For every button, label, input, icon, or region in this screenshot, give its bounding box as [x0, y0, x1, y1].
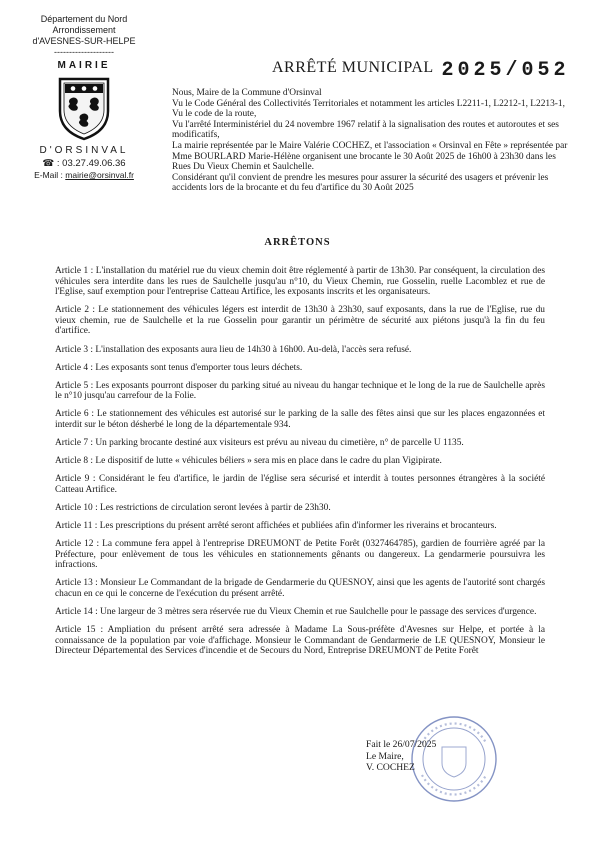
- arrete-number: 2025/052: [441, 59, 570, 82]
- mairie-label: MAIRIE: [57, 60, 111, 71]
- article-8: Article 8 : Le dispositif de lutte « véhicules béliers » sera mis en place dans le cadre du plan Vigipirate.: [55, 456, 442, 467]
- article-5: Article 5 : Les exposants pourront disposer du parking situé au niveau du hangar technique et le long de la rue de Saulchelle après le n°10 jusqu'au carrefour de la Folie.: [55, 380, 545, 402]
- preamble-line: Nous, Maire de la Commune d'Orsinval: [172, 88, 322, 98]
- article-2: Article 2 : Le stationnement des véhicules légers est interdit de 13h30 à 23h30, sauf exposants, dans la rue de l'Eglise, rue du vieux chemin, rue de Saulchelle et la rue Gosselin pour garantir un périmètre de sécurité aux piétons jusqu'à la fin du feu d'artifice.: [55, 305, 545, 337]
- preamble-line: La mairie représentée par le Maire Valérie COCHEZ, et l'association « Orsinval en Fête » représentée par Mme BOURLARD Marie-Hélène organisent une brocante le 30 Août 2025 de 16h00 à 23h30 dans les Rues Du Vieux Chemin et Saulchelle.: [172, 140, 568, 173]
- arretons-heading: ARRÊTONS: [264, 237, 331, 248]
- document-title: [272, 56, 570, 82]
- article-7: Article 7 : Un parking brocante destiné aux visiteurs est prévu au niveau du cimetière, n° de parcelle U 1135.: [55, 438, 464, 449]
- phone-number: 03.27.49.06.36: [62, 158, 126, 169]
- letterhead: [18, 14, 150, 181]
- arrondissement: Arrondissement: [52, 25, 116, 35]
- article-11: Article 11 : Les prescriptions du présent arrêté seront affichées et publiées afin d'informer les riverains et brocanteurs.: [55, 521, 497, 532]
- signature-role: Le Maire,: [366, 750, 404, 762]
- preamble-line: Vu le code de la route,: [172, 109, 257, 120]
- article-1: Article 1 : L'installation du matériel rue du vieux chemin doit être réglementé à partir de 13h30. Par conséquent, la circulation des véhicules sera interdite dans les rues de Saulchelle jusqu'au n°10, du Vieux Chemin, rue Gosselin, ruelle Lacomblez et rue de l'Eglise, sauf exemption pour l'entreprise Catteau Artifice, les exposants inscrits et les organisateurs.: [55, 266, 545, 298]
- preamble-line: Considérant qu'il convient de prendre les mesures pour assurer la sécurité des usagers et prévenir les accidents lors de la brocante et du feu d'artifice du 30 Août 2025: [172, 172, 549, 194]
- article-9: Article 9 : Considérant le feu d'artifice, le jardin de l'église sera sécurisé et interdit à toutes personnes étrangères à la société Catteau Artifice.: [55, 474, 545, 495]
- preamble-line: Vu le Code Général des Collectivités Territoriales et notamment les articles L2211-1, L2212-1, L2213-1,: [172, 98, 565, 109]
- article-4: Article 4 : Les exposants sont tenus d'emporter tous leurs déchets.: [55, 362, 303, 373]
- article-14: Article 14 : Une largeur de 3 mètres sera réservée rue du Vieux Chemin et rue Saulchelle pour le passage des services d'urgence.: [55, 607, 537, 618]
- article-12: Article 12 : La commune fera appel à l'entreprise DREUMONT de Petite Forêt (0327464785), gardien de fourrière agréé par la Préfecture, pour enlèvement de tous les véhicules en stationnements gênants ou dangereux. La gendarmerie poursuivra les infractions.: [55, 539, 545, 571]
- article-6: Article 6 : Le stationnement des véhicules est autorisé sur le parking de la salle des fêtes ainsi que sur les places engazonnées et interdit sur le béton désherbé le long de la départementale 934.: [55, 409, 545, 431]
- preamble-line: Vu l'arrêté Interministériel du 24 novembre 1967 relatif à la signalisation des routes et autoroutes et ses modificatifs,: [172, 119, 559, 141]
- commune-name: D'ORSINVAL: [39, 145, 129, 156]
- phone-line: [18, 158, 150, 169]
- signature-name: V. COCHEZ: [366, 762, 415, 773]
- email-label: E-Mail :: [34, 170, 63, 180]
- preamble: [172, 88, 576, 194]
- phone-icon: ☎ :: [42, 158, 60, 169]
- article-13: Article 13 : Monsieur Le Commandant de la brigade de Gendarmerie du QUESNOY, ainsi que les agents de l'autorité sont chargés chacun en ce qui le concerne de l'exécution du présent arrêté.: [55, 578, 545, 600]
- article-15: Article 15 : Ampliation du présent arrêté sera adressée à Madame La Sous-préfète d'Avesnes sur Helpe, et portée à la connaissance de la population par voie d'affichage. Monsieur le Commandant de Gendarmerie de LE QUESNOY, Monsieur le Directeur Départemental des Services d'incendie et de Secours du Nord, Entreprise DREUMONT de Petite Forêt: [55, 625, 545, 657]
- separator: --------------------: [54, 47, 114, 57]
- department: Département du Nord: [40, 14, 128, 24]
- arrondissement-name: d'AVESNES-SUR-HELPE: [32, 36, 136, 46]
- coat-of-arms-icon: [56, 75, 112, 141]
- article-3: Article 3 : L'installation des exposants aura lieu de 14h30 à 16h00. Au-delà, l'accès sera refusé.: [55, 344, 412, 355]
- signature-block: [366, 739, 436, 774]
- article-10: Article 10 : Les restrictions de circulation seront levées à partir de 23h30.: [55, 503, 331, 513]
- email-line: [18, 170, 150, 181]
- signature-date: Fait le 26/07/2025: [366, 739, 437, 750]
- title-label: ARRÊTÉ MUNICIPAL: [272, 59, 434, 76]
- email-link[interactable]: mairie@orsinval.fr: [65, 170, 134, 180]
- articles-list: [55, 266, 545, 665]
